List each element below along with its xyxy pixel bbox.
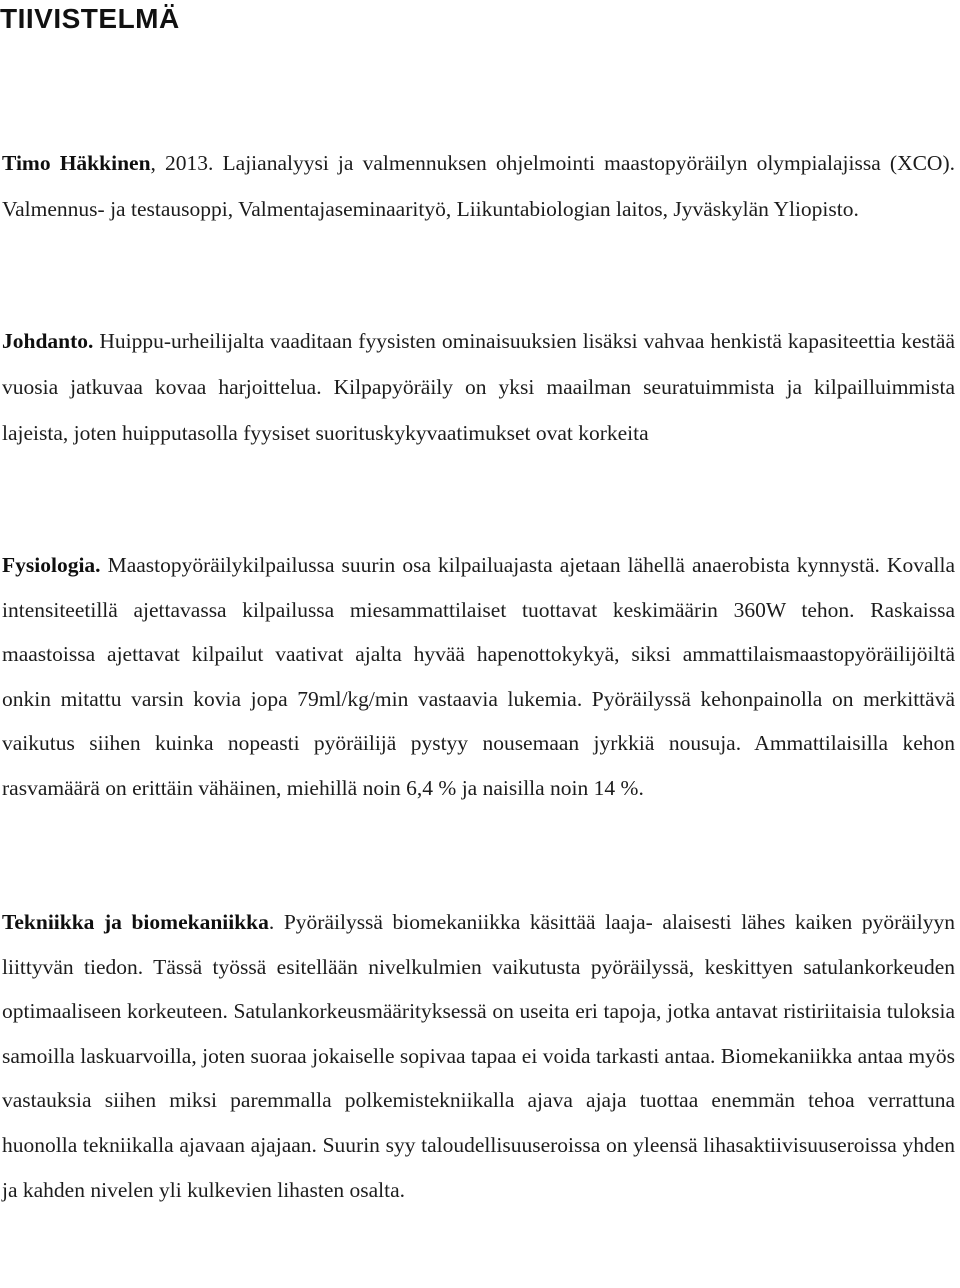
- page-title: TIIVISTELMÄ: [0, 3, 180, 34]
- intro-text: Huippu-urheilijalta vaaditaan fyysisten ominaisuuksien lisäksi vahvaa henkistä kapasiteettia kestää vuosia jatkuvaa kovaa harjoittelua. Kilpapyöräily on yksi maailman seuratuimmista ja kilpailluimmista lajeista, joten huipputasolla fyysiset suorituskykyvaatimukset ovat korkeita: [2, 329, 955, 445]
- technique-paragraph: [2, 900, 955, 1212]
- physiology-paragraph: [2, 543, 955, 811]
- citation-text: , 2013. Lajianalyysi ja valmennuksen ohjelmointi maastopyöräilyn olympialajissa (XCO). Valmennus- ja testausoppi, Valmentajaseminaarityö, Liikuntabiologian laitos, Jyväskylän Yliopisto.: [2, 151, 955, 221]
- intro-paragraph: [2, 318, 955, 456]
- citation-paragraph: [2, 140, 955, 232]
- technique-heading: Tekniikka ja biomekaniikka: [2, 910, 269, 934]
- technique-text: . Pyöräilyssä biomekaniikka käsittää laaja- alaisesti lähes kaiken pyöräilyyn liittyvän tiedon. Tässä työssä esitellään nivelkulmien vaikutusta pyöräilyssä, keskittyen satulankorkeuden optimaaliseen korkeuteen. Satulankorkeusmäärityksessä on useita eri tapoja, jotka antavat ristiriitaisia tuloksia samoilla laskuarvoilla, joten suoraa jokaiselle sopivaa tapaa ei voida tarkasti antaa. Biomekaniikka antaa myös vastauksia siihen miksi paremmalla polkemistekniikalla ajava ajaja tuottaa enemmän tehoa verrattuna huonolla tekniikalla ajavaan ajajaan. Suurin syy taloudellisuuseroissa on yleensä lihasaktiivisuuseroissa yhden ja kahden nivelen yli kulkevien lihasten osalta.: [2, 910, 955, 1202]
- author-name: Timo Häkkinen: [2, 151, 151, 175]
- physiology-text: Maastopyöräilykilpailussa suurin osa kilpailuajasta ajetaan lähellä anaerobista kynnystä. Kovalla intensiteetillä ajettavassa kilpailussa miesammattilaiset tuottavat keskimäärin 360W tehon. Raskaissa maastoissa ajettavat kilpailut vaativat ajalta hyvää hapenottokykyä, siksi ammattilaismaastopyöräilijöiltä onkin mitattu varsin kovia jopa 79ml/kg/min vastaavia lukemia. Pyöräilyssä kehonpainolla on merkittävä vaikutus siihen kuinka nopeasti pyöräilijä pystyy nousemaan jyrkkiä nousuja. Ammattilaisilla kehon rasvamäärä on erittäin vähäinen, miehillä noin 6,4 % ja naisilla noin 14 %.: [2, 553, 955, 800]
- physiology-heading: Fysiologia.: [2, 553, 101, 577]
- intro-heading: Johdanto.: [2, 329, 94, 353]
